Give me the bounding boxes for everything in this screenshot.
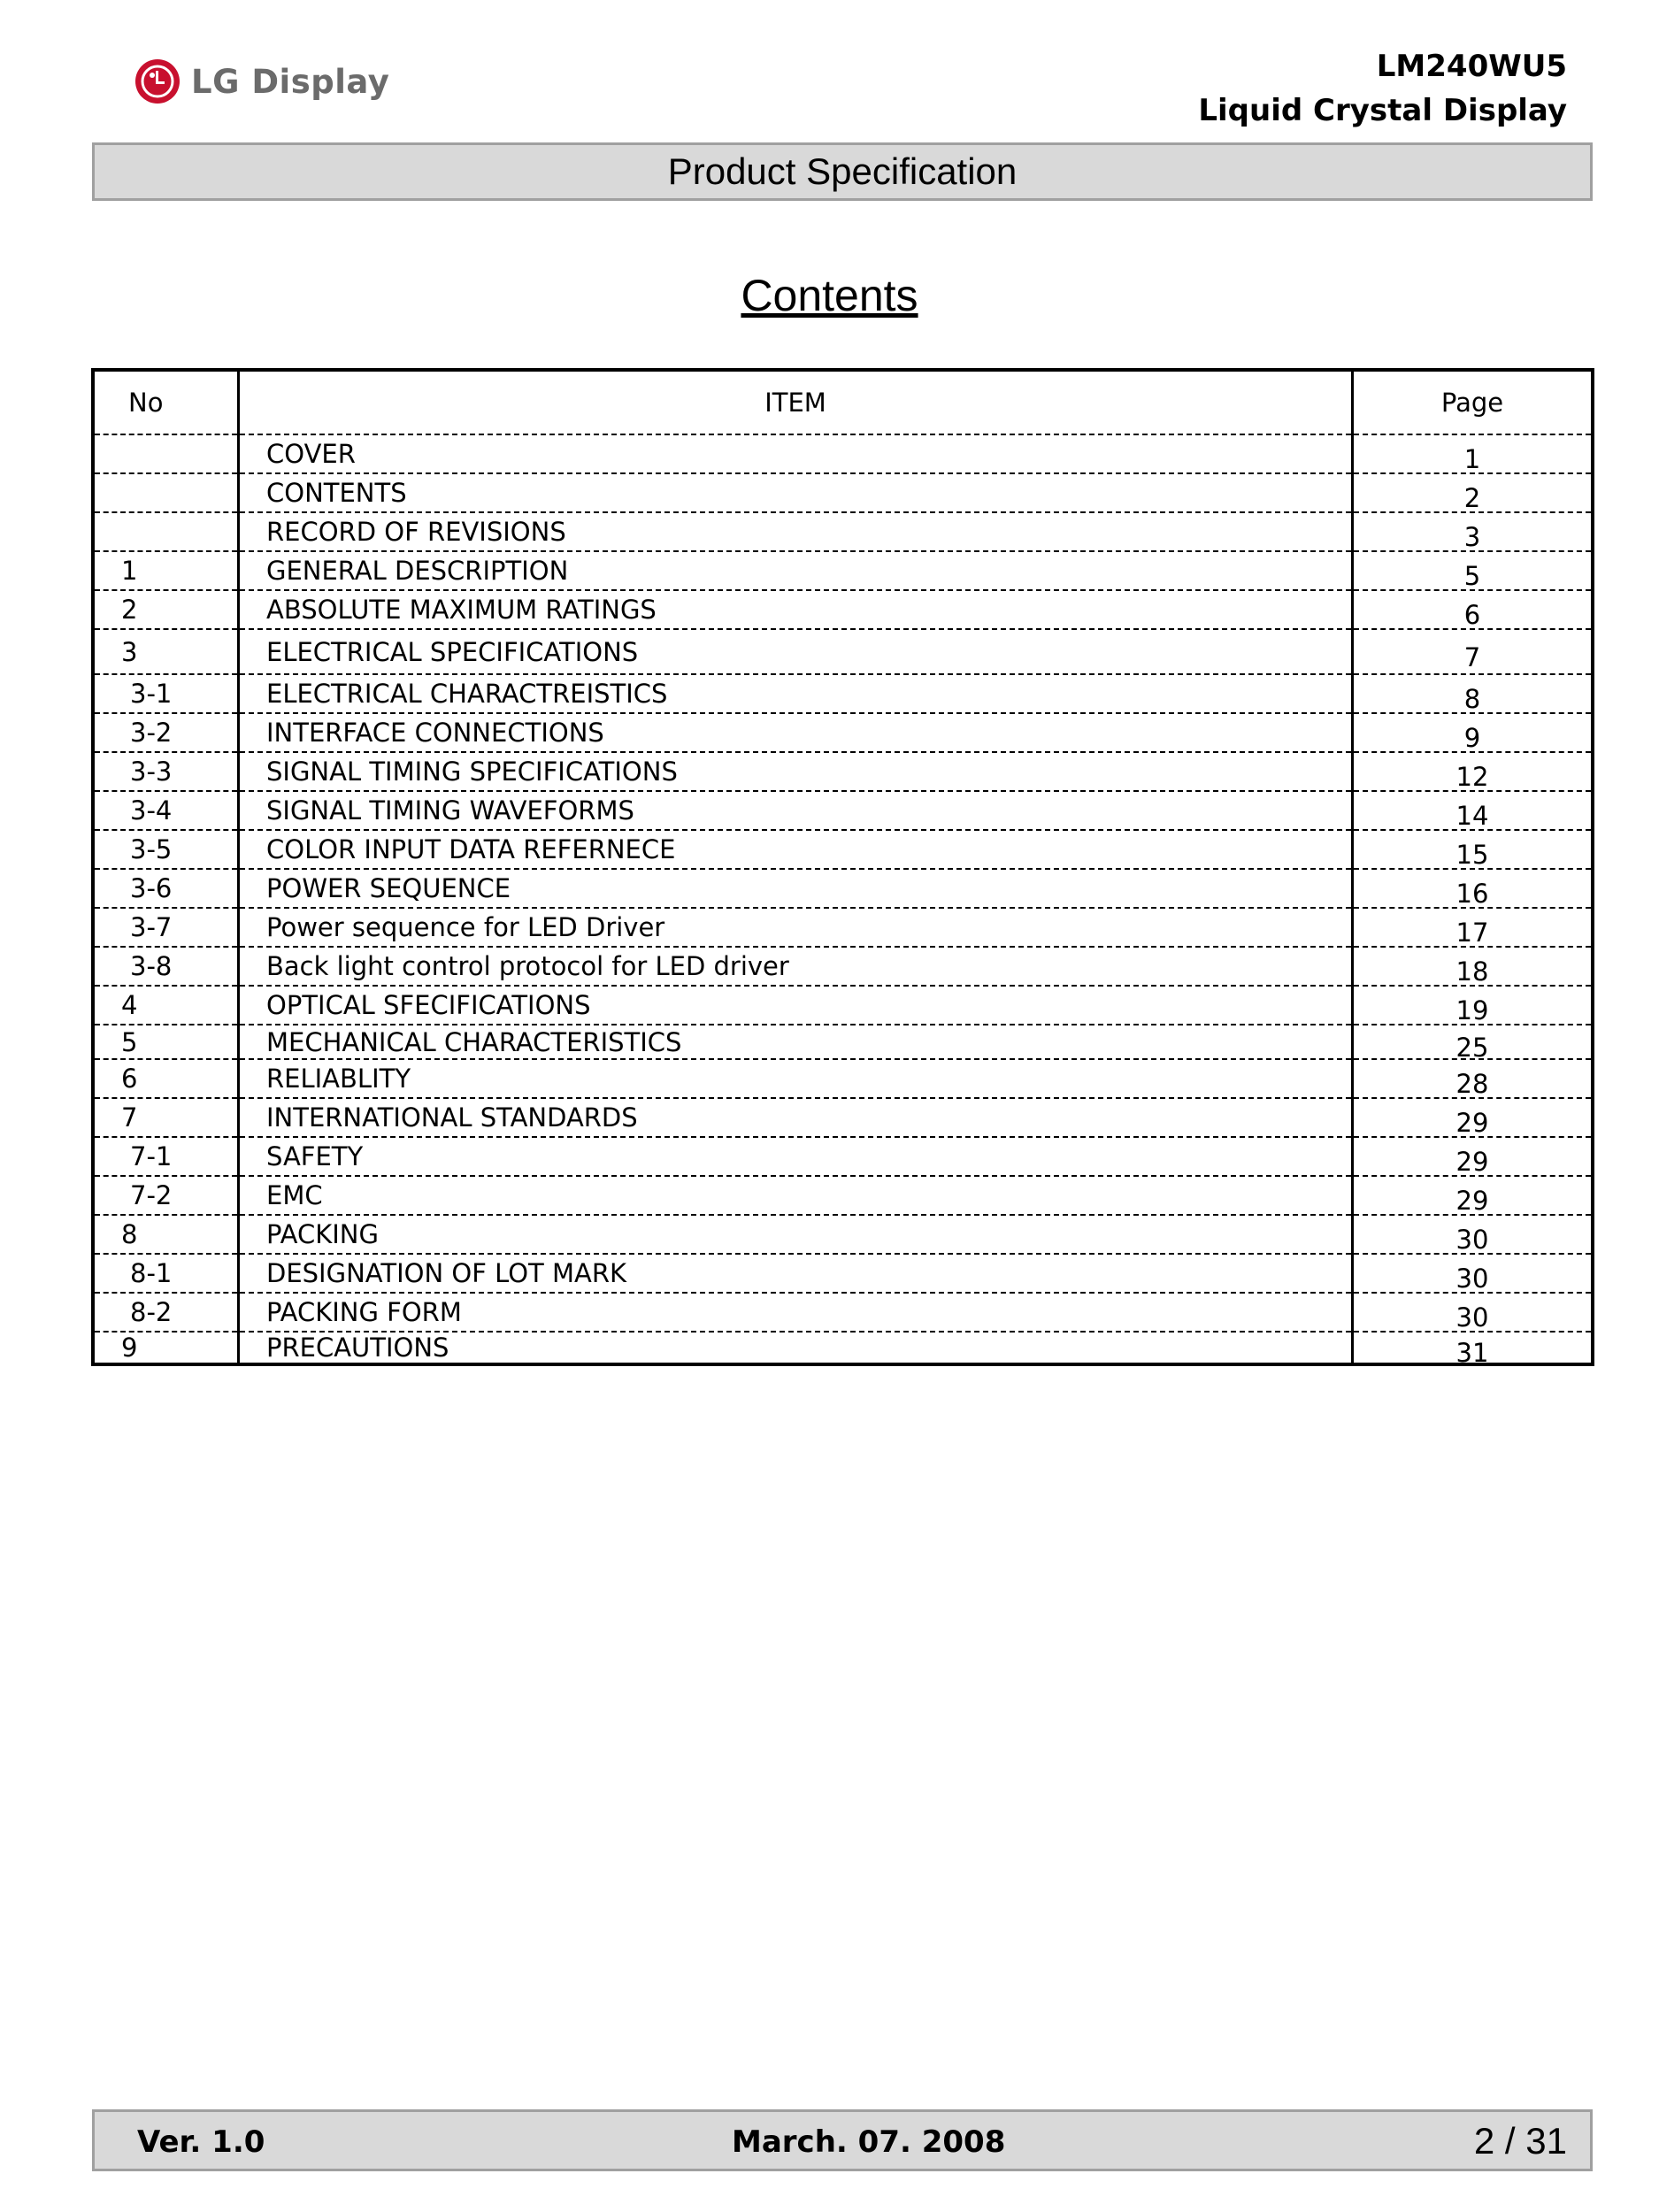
table-row xyxy=(93,713,1593,752)
row-number xyxy=(93,986,239,1025)
row-item-text: CONTENTS xyxy=(266,478,407,508)
row-number-text: 3-1 xyxy=(130,679,173,709)
row-item-text: ELECTRICAL SPECIFICATIONS xyxy=(266,636,639,667)
row-item-text: MECHANICAL CHARACTERISTICS xyxy=(266,1026,682,1057)
row-number xyxy=(93,473,239,512)
row-page-text: 31 xyxy=(1455,1338,1489,1368)
row-page xyxy=(1353,791,1594,830)
row-number xyxy=(93,1137,239,1176)
row-page xyxy=(1353,1137,1594,1176)
table-header-row xyxy=(93,370,1593,434)
row-page-text: 2 xyxy=(1463,483,1481,513)
row-number-text: 4 xyxy=(121,990,138,1020)
row-number xyxy=(93,629,239,674)
row-item-text: SIGNAL TIMING SPECIFICATIONS xyxy=(266,757,678,787)
product-type: Liquid Crystal Display xyxy=(1198,93,1567,128)
row-page-text: 17 xyxy=(1455,918,1489,948)
footer-version: Ver. 1.0 xyxy=(137,2124,265,2160)
table-row xyxy=(93,512,1593,551)
row-item xyxy=(239,752,1353,791)
column-header-page: Page xyxy=(1353,370,1594,434)
table-row xyxy=(93,830,1593,869)
row-number-text: 3 xyxy=(121,636,138,667)
contents-table-body xyxy=(93,434,1593,1368)
row-page xyxy=(1353,908,1594,947)
row-page xyxy=(1353,830,1594,869)
table-row xyxy=(93,1293,1593,1332)
row-number-text: 1 xyxy=(121,556,138,586)
table-row xyxy=(93,1176,1593,1215)
table-row xyxy=(93,752,1593,791)
row-item-text: POWER SEQUENCE xyxy=(266,873,511,903)
row-number-text: 9 xyxy=(121,1333,138,1363)
row-number-text: 7 xyxy=(121,1102,138,1133)
row-page-text: 15 xyxy=(1455,840,1489,870)
row-number xyxy=(93,1059,239,1098)
table-row xyxy=(93,791,1593,830)
row-item xyxy=(239,908,1353,947)
row-item xyxy=(239,590,1353,629)
row-page-text: 29 xyxy=(1455,1108,1489,1138)
row-number xyxy=(93,752,239,791)
row-number xyxy=(93,551,239,590)
row-page xyxy=(1353,1254,1594,1293)
row-number-text: 3-8 xyxy=(130,951,173,981)
table-row xyxy=(93,434,1593,473)
row-page-text: 18 xyxy=(1455,956,1489,987)
row-item xyxy=(239,713,1353,752)
contents-heading: Contents xyxy=(741,271,918,320)
row-item xyxy=(239,1137,1353,1176)
row-item xyxy=(239,1215,1353,1254)
row-page xyxy=(1353,1332,1594,1368)
row-page xyxy=(1353,1098,1594,1137)
footer-page-number: 2 / 31 xyxy=(1473,2120,1567,2162)
row-number xyxy=(93,830,239,869)
row-page-text: 5 xyxy=(1463,561,1481,591)
row-page-text: 30 xyxy=(1455,1225,1489,1255)
row-page-text: 8 xyxy=(1463,684,1481,714)
row-item-text: GENERAL DESCRIPTION xyxy=(266,556,569,586)
row-number-text: 7-2 xyxy=(130,1180,173,1210)
row-item xyxy=(239,1254,1353,1293)
row-number-text: 3-2 xyxy=(130,718,173,748)
row-number xyxy=(93,908,239,947)
row-item-text: RELIABLITY xyxy=(266,1064,411,1094)
row-item xyxy=(239,1098,1353,1137)
row-page-text: 28 xyxy=(1455,1069,1489,1099)
row-item xyxy=(239,830,1353,869)
row-item xyxy=(239,1059,1353,1098)
table-row xyxy=(93,551,1593,590)
row-item-text: PACKING FORM xyxy=(266,1297,462,1327)
row-item xyxy=(239,947,1353,986)
row-page-text: 30 xyxy=(1455,1263,1489,1294)
row-item xyxy=(239,1293,1353,1332)
row-number xyxy=(93,1332,239,1364)
row-page xyxy=(1353,752,1594,791)
row-page xyxy=(1353,869,1594,908)
row-number xyxy=(93,512,239,551)
row-item-text: ABSOLUTE MAXIMUM RATINGS xyxy=(266,595,657,625)
model-number: LM240WU5 xyxy=(1376,49,1567,84)
row-item-text: OPTICAL SFECIFICATIONS xyxy=(266,990,591,1020)
table-row xyxy=(93,674,1593,713)
row-number-text: 7-1 xyxy=(130,1141,173,1171)
row-item-text: PRECAUTIONS xyxy=(266,1333,449,1363)
row-page-text: 25 xyxy=(1455,1032,1489,1063)
row-page xyxy=(1353,1215,1594,1254)
row-page-text: 6 xyxy=(1463,600,1481,630)
row-page xyxy=(1353,551,1594,590)
column-header-no: No xyxy=(93,370,239,434)
row-page xyxy=(1353,947,1594,986)
row-page-text: 19 xyxy=(1455,995,1489,1025)
row-page xyxy=(1353,590,1594,629)
row-item xyxy=(239,434,1353,473)
row-page xyxy=(1353,1293,1594,1332)
title-bar xyxy=(92,142,1593,201)
row-number xyxy=(93,947,239,986)
row-page xyxy=(1353,512,1594,551)
table-row xyxy=(93,1098,1593,1137)
row-item-text: DESIGNATION OF LOT MARK xyxy=(266,1258,627,1288)
row-number-text: 3-5 xyxy=(130,834,173,864)
contents-table xyxy=(91,368,1594,1366)
logo-text: LG Display xyxy=(191,62,390,101)
row-item-text: SAFETY xyxy=(266,1141,364,1171)
row-number xyxy=(93,791,239,830)
row-number-text: 8-1 xyxy=(130,1258,173,1288)
row-number xyxy=(93,1254,239,1293)
table-row xyxy=(93,1254,1593,1293)
row-item-text: ELECTRICAL CHARACTREISTICS xyxy=(266,679,668,709)
row-number xyxy=(93,1098,239,1137)
row-number-text: 8-2 xyxy=(130,1297,173,1327)
row-page xyxy=(1353,986,1594,1025)
row-item xyxy=(239,674,1353,713)
row-item-text: SIGNAL TIMING WAVEFORMS xyxy=(266,795,634,826)
lg-display-logo xyxy=(134,57,389,106)
table-row xyxy=(93,1059,1593,1098)
table-row xyxy=(93,986,1593,1025)
table-row xyxy=(93,1137,1593,1176)
row-number xyxy=(93,713,239,752)
row-number-text: 5 xyxy=(121,1026,138,1057)
row-number-text: 3-3 xyxy=(130,757,173,787)
row-item xyxy=(239,869,1353,908)
row-item-text: Back light control protocol for LED driver xyxy=(266,951,789,981)
row-item xyxy=(239,986,1353,1025)
row-page-text: 29 xyxy=(1455,1147,1489,1177)
page-title: Product Specification xyxy=(667,150,1018,192)
row-item xyxy=(239,551,1353,590)
row-item-text: COVER xyxy=(266,439,356,469)
lg-logo-icon xyxy=(134,58,180,104)
row-item xyxy=(239,1332,1353,1364)
row-number xyxy=(93,869,239,908)
row-page xyxy=(1353,473,1594,512)
row-number xyxy=(93,590,239,629)
table-row xyxy=(93,1332,1593,1364)
row-number xyxy=(93,434,239,473)
row-number-text: 8 xyxy=(121,1219,138,1249)
footer-date: March. 07. 2008 xyxy=(732,2124,1006,2160)
row-item-text: Power sequence for LED Driver xyxy=(266,912,665,942)
row-number-text: 3-4 xyxy=(130,795,173,826)
row-number xyxy=(93,674,239,713)
footer-bar xyxy=(92,2109,1593,2171)
row-item xyxy=(239,512,1353,551)
row-page xyxy=(1353,713,1594,752)
model-block xyxy=(1198,44,1567,133)
row-number-text: 6 xyxy=(121,1064,138,1094)
table-row xyxy=(93,908,1593,947)
row-item-text: INTERFACE CONNECTIONS xyxy=(266,718,604,748)
table-row xyxy=(93,1025,1593,1059)
row-page-text: 30 xyxy=(1455,1302,1489,1333)
column-header-item: ITEM xyxy=(239,370,1353,434)
row-number-text: 3-6 xyxy=(130,873,173,903)
row-item-text: INTERNATIONAL STANDARDS xyxy=(266,1102,638,1133)
row-number xyxy=(93,1025,239,1059)
row-page xyxy=(1353,1025,1594,1063)
table-row xyxy=(93,590,1593,629)
row-item-text: PACKING xyxy=(266,1219,379,1249)
row-page xyxy=(1353,629,1594,674)
row-number xyxy=(93,1293,239,1332)
row-page-text: 12 xyxy=(1455,762,1489,792)
row-page-text: 16 xyxy=(1455,879,1489,909)
row-number xyxy=(93,1176,239,1215)
row-page xyxy=(1353,1176,1594,1215)
table-row xyxy=(93,629,1593,674)
row-item xyxy=(239,1025,1353,1059)
table-row xyxy=(93,869,1593,908)
row-page-text: 3 xyxy=(1463,522,1481,552)
row-page-text: 7 xyxy=(1463,641,1481,672)
table-row xyxy=(93,947,1593,986)
row-item xyxy=(239,1176,1353,1215)
row-page xyxy=(1353,674,1594,713)
row-number xyxy=(93,1215,239,1254)
table-row xyxy=(93,473,1593,512)
row-page-text: 29 xyxy=(1455,1186,1489,1216)
row-page xyxy=(1353,434,1594,473)
row-item-text: EMC xyxy=(266,1180,323,1210)
row-item-text: RECORD OF REVISIONS xyxy=(266,517,566,547)
row-page xyxy=(1353,1059,1594,1098)
row-item-text: COLOR INPUT DATA REFERNECE xyxy=(266,834,676,864)
row-page-text: 14 xyxy=(1455,801,1489,831)
table-row xyxy=(93,1215,1593,1254)
row-number-text: 2 xyxy=(121,595,138,625)
row-number-text: 3-7 xyxy=(130,912,173,942)
row-page-text: 9 xyxy=(1463,723,1481,753)
row-page-text: 1 xyxy=(1463,444,1481,474)
row-item xyxy=(239,473,1353,512)
row-item xyxy=(239,629,1353,674)
row-item xyxy=(239,791,1353,830)
